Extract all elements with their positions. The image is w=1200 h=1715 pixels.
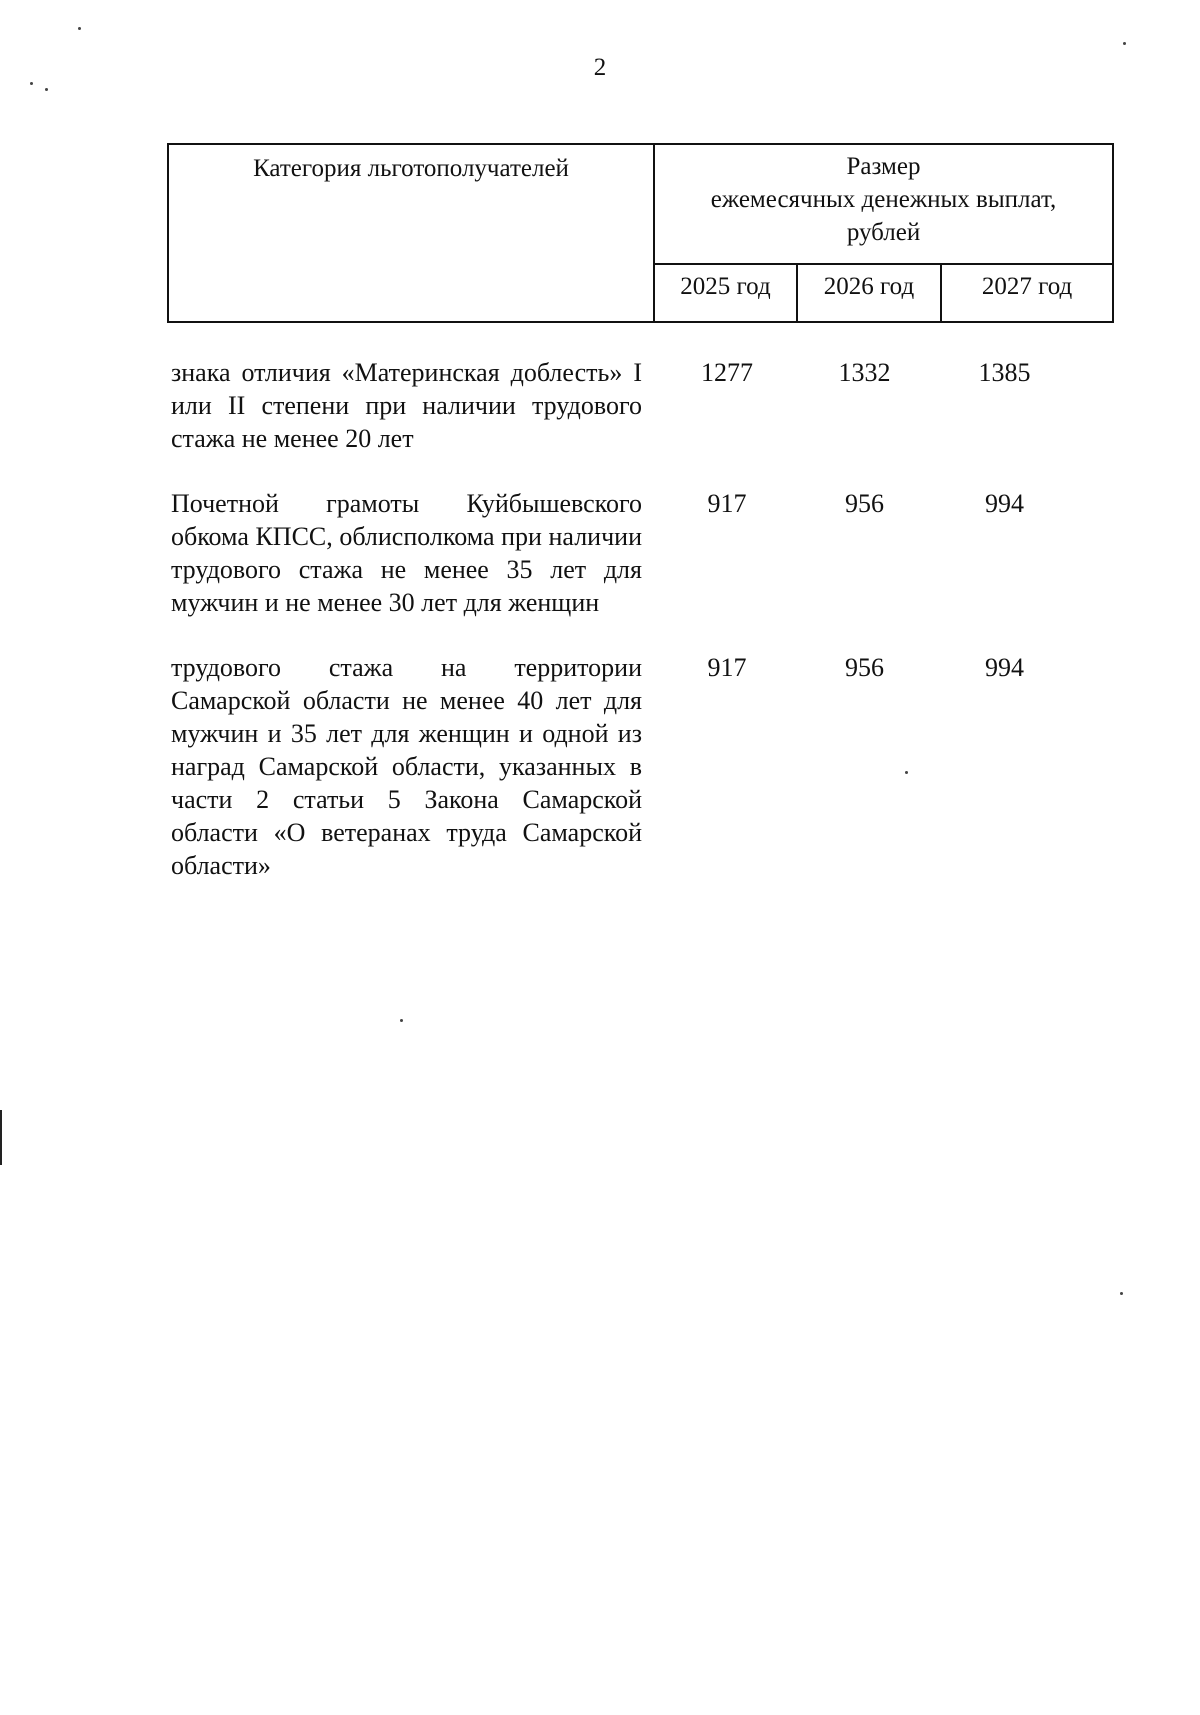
header-year-2026: 2026 год bbox=[797, 264, 941, 322]
header-amount-line-2: ежемесячных денежных выплат, bbox=[710, 186, 1057, 213]
table-row bbox=[171, 487, 1131, 619]
row-value-2026: 1332 bbox=[838, 358, 891, 387]
row-category-text: Почетной грамоты Куйбышевского обкома КПСС, облисполкома при наличии трудового стажа не менее 35 лет для мужчин и не менее 30 лет для женщин bbox=[171, 489, 642, 617]
row-value-2026: 956 bbox=[845, 653, 884, 682]
table-row bbox=[171, 356, 1131, 455]
page-number: 2 bbox=[593, 54, 607, 81]
scan-speck bbox=[400, 1019, 403, 1022]
scan-speck bbox=[30, 82, 33, 85]
scan-speck bbox=[45, 88, 48, 91]
scan-speck bbox=[78, 27, 81, 30]
header-amount-line-1: Размер bbox=[846, 153, 921, 180]
row-value-2025: 917 bbox=[707, 489, 747, 518]
scan-speck bbox=[1123, 42, 1126, 45]
row-value-2027: 994 bbox=[985, 653, 1024, 682]
row-value-2027: 1385 bbox=[978, 358, 1031, 387]
row-value-2026: 956 bbox=[845, 489, 884, 518]
row-value-2027: 994 bbox=[985, 489, 1024, 518]
table-header bbox=[167, 143, 1114, 323]
row-category-text: трудового стажа на территории Самарской области не менее 40 лет для мужчин и 35 лет для женщин и одной из наград Самарской области, указанных в части 2 статьи 5 Закона Самарской области «О ветеранах труда Самарской области» bbox=[171, 653, 642, 880]
row-value-2025: 1277 bbox=[701, 358, 753, 387]
scan-speck bbox=[905, 771, 908, 774]
header-category-cell bbox=[168, 144, 654, 322]
row-category-text: знака отличия «Материнская доблесть» I или II степени при наличии трудового стажа не менее 20 лет bbox=[171, 358, 642, 453]
scan-edge-mark bbox=[0, 1110, 2, 1165]
scan-speck bbox=[1120, 1292, 1123, 1295]
header-year-2027: 2027 год bbox=[941, 264, 1113, 322]
header-category-label: Категория льготополучателей bbox=[253, 155, 569, 182]
header-amount-line-3: рублей bbox=[846, 219, 921, 246]
table-row bbox=[171, 651, 1131, 882]
row-value-2025: 917 bbox=[707, 653, 747, 682]
table-body bbox=[171, 356, 1131, 914]
header-year-2025: 2025 год bbox=[654, 264, 797, 322]
header-amount-cell bbox=[654, 144, 1113, 264]
